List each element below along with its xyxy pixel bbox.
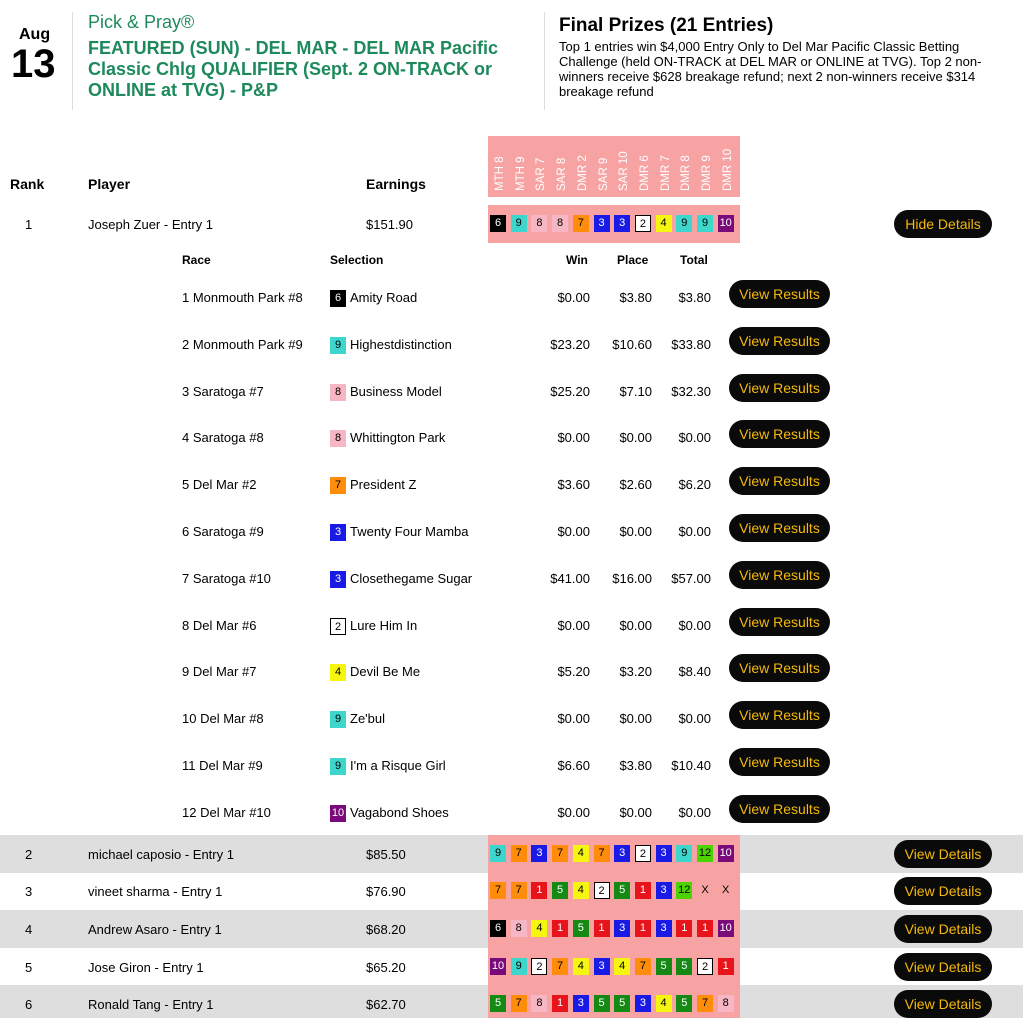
detail-row: [0, 793, 1023, 833]
rank-value: 2: [25, 847, 33, 862]
selection-number: 5: [676, 958, 692, 975]
player-name: Andrew Asaro - Entry 1: [88, 922, 222, 937]
selection-number: 5: [490, 995, 506, 1012]
detail-race: 12 Del Mar #10: [182, 804, 271, 820]
race-header-label: DMR 7: [659, 155, 672, 191]
place-amount: $16.00: [612, 570, 652, 586]
race-header: [718, 135, 737, 191]
player-column-header: Player: [88, 176, 131, 192]
view-details-button[interactable]: View Details: [894, 840, 992, 868]
selection-number: 9: [330, 711, 346, 728]
view-results-button[interactable]: View Results: [729, 701, 830, 729]
selection-number: 7: [330, 477, 346, 494]
prize-description: Top 1 entries win $4,000 Entry Only to Del Mar Pacific Classic Betting Challenge (held ON-TRACK at DEL MAR or ONLINE at TVG). Top 2 non-winners receive $628 breakage refund; next 2 non-winners receive $314 breakage refund: [559, 39, 982, 99]
win-amount: $3.60: [557, 477, 590, 493]
view-details-button[interactable]: View Details: [894, 990, 992, 1018]
selection-number: 10: [718, 845, 734, 862]
race-header: [676, 135, 695, 191]
selection-number: 2: [594, 882, 610, 899]
detail-row: [0, 746, 1023, 786]
race-column-headers: [488, 136, 740, 197]
selection-strip: [488, 985, 740, 1018]
total-amount: $33.80: [671, 336, 711, 352]
horse-name: Amity Road: [350, 290, 418, 305]
detail-row: [0, 465, 1023, 505]
selection-number: 3: [531, 845, 547, 862]
view-results-button[interactable]: View Results: [729, 795, 830, 823]
detail-row: [0, 372, 1023, 412]
selection-number: 8: [511, 920, 527, 937]
earnings-column-header: Earnings: [366, 176, 426, 192]
leaderboard-row: [0, 872, 1023, 910]
leaderboard-row: [0, 205, 1023, 243]
selection-number: 1: [676, 920, 692, 937]
selection-number: 1: [635, 920, 651, 937]
detail-race: 11 Del Mar #9: [182, 758, 263, 773]
win-amount: $0.00: [557, 617, 590, 633]
selection-number: 9: [676, 215, 692, 232]
rank-value: 6: [25, 997, 33, 1012]
selection-number: 8: [718, 995, 734, 1012]
horse-name: President Z: [350, 477, 417, 493]
selection-number: 5: [614, 882, 630, 899]
rank-column-header: Rank: [10, 176, 45, 192]
selection-number: X: [722, 884, 730, 896]
contest-month: Aug: [19, 26, 51, 43]
player-name: Jose Giron - Entry 1: [88, 960, 204, 975]
selection-number: 8: [330, 430, 346, 447]
view-details-button[interactable]: View Details: [894, 877, 992, 905]
horse-name: Closethegame Sugar: [350, 570, 473, 586]
win-amount: $0.00: [557, 711, 590, 727]
horse-name: Business Model: [350, 383, 442, 399]
place-amount: $3.80: [619, 290, 652, 305]
detail-row: [0, 559, 1023, 599]
place-amount: $0.00: [619, 430, 652, 446]
race-header-label: MTH 8: [494, 156, 506, 191]
horse-name: Twenty Four Mamba: [350, 524, 469, 539]
selection-number: 2: [697, 958, 713, 975]
detail-place-header: Place: [617, 253, 649, 267]
selection-number: 3: [594, 958, 610, 975]
contest-title: FEATURED (SUN) - DEL MAR - DEL MAR Pacific Classic Chlg QUALIFIER (Sept. 2 ON-TRACK or ONLINE at TVG) - P&P: [88, 38, 499, 100]
selection-number: 3: [656, 882, 672, 899]
selection-strip: [488, 910, 740, 948]
selection-number: 5: [676, 995, 692, 1012]
race-header: [656, 135, 675, 191]
win-amount: $0.00: [557, 524, 590, 539]
detail-race: 7 Saratoga #10: [182, 570, 271, 586]
selection-number: 7: [511, 882, 527, 899]
selection-number: 7: [490, 882, 506, 899]
view-details-button[interactable]: View Details: [894, 915, 992, 943]
win-amount: $6.60: [557, 758, 590, 773]
detail-row: [0, 325, 1023, 365]
selection-number: 3: [594, 215, 610, 232]
selection-number: X: [701, 884, 709, 896]
total-amount: $6.20: [678, 477, 711, 493]
total-amount: $10.40: [671, 758, 711, 773]
player-name: Joseph Zuer - Entry 1: [88, 217, 213, 232]
rank-value: 4: [25, 922, 33, 937]
horse-name: Ze'bul: [350, 711, 386, 727]
place-amount: $0.00: [619, 524, 652, 539]
selection-number: 10: [718, 920, 734, 937]
race-header-label: DMR 8: [680, 155, 693, 191]
prize-divider: [544, 12, 545, 110]
horse-name: Highestdistinction: [350, 336, 452, 352]
race-header-label: DMR 10: [721, 148, 734, 191]
detail-race: 8 Del Mar #6: [182, 617, 257, 633]
selection-number: 1: [718, 958, 734, 975]
earnings-value: $65.20: [366, 960, 406, 975]
selection-number: 4: [573, 958, 589, 975]
selection-strip: [488, 872, 740, 910]
detail-race: 6 Saratoga #9: [182, 524, 264, 539]
view-results-button[interactable]: View Results: [729, 467, 830, 495]
selection-number: 1: [552, 995, 568, 1012]
selection-number: 6: [490, 920, 506, 937]
hide-details-button[interactable]: Hide Details: [894, 210, 992, 238]
selection-number: 8: [531, 215, 547, 232]
total-amount: $57.00: [671, 570, 711, 586]
player-name: Ronald Tang - Entry 1: [88, 997, 214, 1012]
win-amount: $5.20: [557, 664, 590, 680]
total-amount: $0.00: [678, 804, 711, 820]
place-amount: $3.20: [619, 664, 652, 680]
view-results-button[interactable]: View Results: [729, 327, 830, 355]
selection-number: 9: [676, 845, 692, 862]
selection-number: 2: [330, 618, 346, 635]
detail-row: [0, 512, 1023, 552]
prize-title: Final Prizes (21 Entries): [559, 15, 774, 36]
selection-number: 3: [614, 845, 630, 862]
race-header: [490, 135, 509, 191]
selection-number: 7: [552, 845, 568, 862]
detail-race-header: Race: [182, 253, 211, 267]
selection-number: 9: [330, 758, 346, 775]
selection-number: 2: [635, 215, 651, 232]
selection-number: 12: [676, 882, 692, 899]
detail-selection-header: Selection: [330, 253, 384, 267]
selection-number: 7: [635, 958, 651, 975]
earnings-value: $151.90: [366, 217, 413, 232]
view-results-button[interactable]: View Results: [729, 561, 830, 589]
detail-race: 10 Del Mar #8: [182, 711, 264, 727]
selection-number: 8: [330, 384, 346, 401]
view-results-button[interactable]: View Results: [729, 748, 830, 776]
view-results-button[interactable]: View Results: [729, 374, 830, 402]
selection-number: 3: [330, 524, 346, 541]
player-name: michael caposio - Entry 1: [88, 847, 234, 862]
selection-number: 4: [656, 995, 672, 1012]
player-name: vineet sharma - Entry 1: [88, 884, 223, 899]
selection-number: 7: [552, 958, 568, 975]
selection-number: 2: [635, 845, 651, 862]
race-header: [573, 135, 592, 191]
selection-number: 5: [594, 995, 610, 1012]
detail-race: 4 Saratoga #8: [182, 430, 264, 446]
race-header-label: SAR 10: [618, 151, 631, 191]
total-amount: $32.30: [671, 383, 711, 399]
detail-race: 9 Del Mar #7: [182, 664, 257, 680]
selection-number: 10: [490, 958, 506, 975]
selection-number: 10: [330, 805, 346, 822]
place-amount: $7.10: [619, 383, 652, 399]
detail-row: [0, 278, 1023, 318]
place-amount: $0.00: [619, 617, 652, 633]
view-results-button[interactable]: View Results: [729, 514, 830, 542]
selection-number: 3: [635, 995, 651, 1012]
selection-number: 1: [594, 920, 610, 937]
selection-number: 4: [573, 882, 589, 899]
selection-number: 1: [552, 920, 568, 937]
rank-value: 5: [25, 960, 33, 975]
total-amount: $0.00: [678, 617, 711, 633]
horse-name: Whittington Park: [350, 430, 446, 446]
detail-row: [0, 652, 1023, 692]
selection-strip: [488, 205, 740, 243]
win-amount: $0.00: [557, 430, 590, 446]
selection-number: 8: [552, 215, 568, 232]
selection-number: 7: [573, 215, 589, 232]
selection-number: 5: [552, 882, 568, 899]
selection-number: 9: [330, 337, 346, 354]
race-header: [531, 135, 550, 191]
selection-number: 1: [635, 882, 651, 899]
view-details-button[interactable]: View Details: [894, 953, 992, 981]
detail-race: 5 Del Mar #2: [182, 477, 257, 493]
horse-name: Vagabond Shoes: [350, 804, 449, 820]
view-results-button[interactable]: View Results: [729, 420, 830, 448]
contest-day: 13: [11, 42, 56, 86]
selection-number: 4: [531, 920, 547, 937]
rank-value: 1: [25, 217, 33, 232]
selection-number: 4: [330, 664, 346, 681]
horse-name: Lure Him In: [350, 617, 418, 633]
selection-number: 3: [656, 920, 672, 937]
detail-total-header: Total: [680, 253, 708, 267]
total-amount: $8.40: [678, 664, 711, 680]
selection-number: 9: [490, 845, 506, 862]
leaderboard-row: [0, 985, 1023, 1018]
win-amount: $0.00: [557, 290, 590, 305]
selection-number: 1: [697, 920, 713, 937]
selection-number: 1: [531, 882, 547, 899]
race-header: [594, 135, 613, 191]
leaderboard-row: [0, 910, 1023, 948]
race-header: [614, 135, 633, 191]
view-results-button[interactable]: View Results: [729, 654, 830, 682]
selection-number: 12: [697, 845, 713, 862]
win-amount: $41.00: [550, 570, 590, 586]
selection-number: 3: [656, 845, 672, 862]
earnings-value: $62.70: [366, 997, 406, 1012]
selection-number: 3: [573, 995, 589, 1012]
selection-number: 7: [697, 995, 713, 1012]
selection-number: 9: [697, 215, 713, 232]
detail-row: [0, 606, 1023, 646]
detail-race: 2 Monmouth Park #9: [182, 336, 303, 352]
place-amount: $0.00: [619, 711, 652, 727]
place-amount: $0.00: [619, 804, 652, 820]
detail-race: 3 Saratoga #7: [182, 383, 264, 399]
detail-row: [0, 699, 1023, 739]
total-amount: $0.00: [678, 711, 711, 727]
detail-row: [0, 418, 1023, 458]
race-header-label: DMR 6: [638, 155, 651, 191]
place-amount: $2.60: [619, 477, 652, 493]
selection-number: 2: [531, 958, 547, 975]
selection-number: 3: [614, 215, 630, 232]
selection-number: 3: [614, 920, 630, 937]
win-amount: $23.20: [550, 336, 590, 352]
place-amount: $3.80: [619, 758, 652, 773]
selection-number: 5: [573, 920, 589, 937]
horse-name: I'm a Risque Girl: [350, 758, 446, 773]
race-header-label: DMR 2: [576, 155, 589, 191]
rank-value: 3: [25, 884, 33, 899]
selection-number: 6: [490, 215, 506, 232]
selection-number: 4: [614, 958, 630, 975]
contest-type: Pick & Pray®: [88, 12, 195, 32]
win-amount: $25.20: [550, 383, 590, 399]
leaderboard-row: [0, 948, 1023, 986]
race-header: [511, 135, 530, 191]
race-header-label: SAR 9: [597, 157, 610, 191]
selection-number: 7: [511, 845, 527, 862]
selection-number: 6: [330, 290, 346, 307]
total-amount: $0.00: [678, 430, 711, 446]
earnings-value: $85.50: [366, 847, 406, 862]
race-header: [552, 135, 571, 191]
race-header-label: SAR 7: [535, 157, 548, 191]
total-amount: $0.00: [678, 524, 711, 539]
selection-number: 4: [656, 215, 672, 232]
total-amount: $3.80: [678, 290, 711, 305]
selection-number: 9: [511, 958, 527, 975]
horse-name: Devil Be Me: [350, 664, 421, 680]
selection-strip: [488, 835, 740, 873]
selection-number: 10: [718, 215, 734, 232]
race-header: [697, 135, 716, 191]
selection-number: 5: [656, 958, 672, 975]
view-results-button[interactable]: View Results: [729, 280, 830, 308]
race-header-label: DMR 9: [701, 155, 713, 191]
selection-number: 4: [573, 845, 589, 862]
selection-number: 7: [594, 845, 610, 862]
header-divider: [72, 12, 73, 110]
view-results-button[interactable]: View Results: [729, 608, 830, 636]
leaderboard-row: [0, 835, 1023, 873]
race-header-label: SAR 8: [556, 157, 569, 191]
race-header: [635, 135, 654, 191]
detail-win-header: Win: [566, 253, 588, 267]
selection-number: 3: [330, 571, 346, 588]
earnings-value: $76.90: [366, 884, 406, 899]
selection-number: 5: [614, 995, 630, 1012]
selection-number: 7: [511, 995, 527, 1012]
place-amount: $10.60: [612, 336, 652, 352]
selection-number: 8: [531, 995, 547, 1012]
selection-number: 9: [511, 215, 527, 232]
detail-race: 1 Monmouth Park #8: [182, 290, 303, 305]
selection-strip: [488, 948, 740, 986]
race-header-label: MTH 9: [514, 156, 527, 191]
earnings-value: $68.20: [366, 922, 406, 937]
win-amount: $0.00: [557, 804, 590, 820]
